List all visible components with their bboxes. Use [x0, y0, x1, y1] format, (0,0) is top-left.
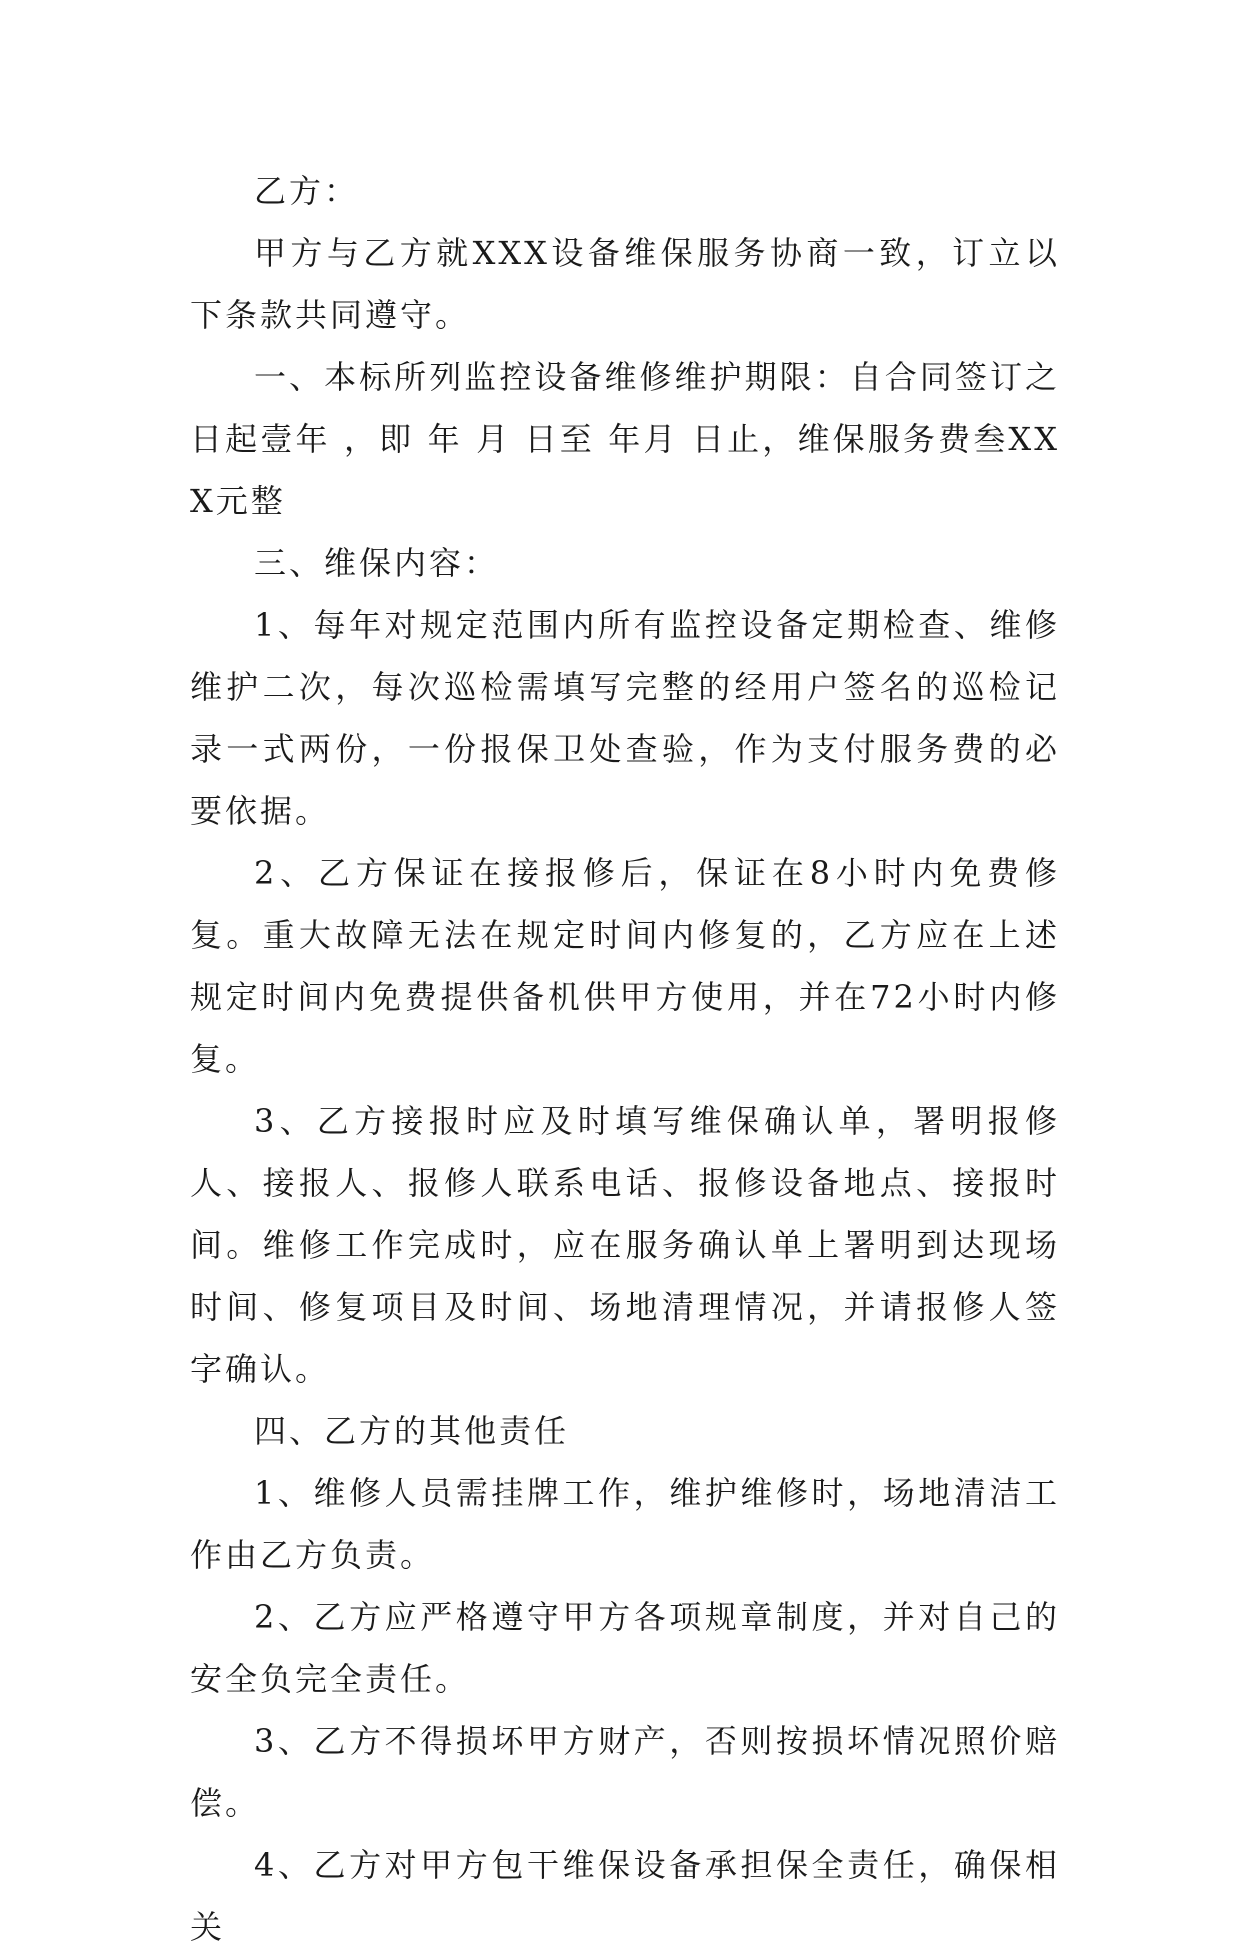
paragraph-item-3: 3、乙方接报时应及时填写维保确认单，署明报修人、接报人、报修人联系电话、报修设备地点、接报时间。维修工作完成时，应在服务确认单上署明到达现场时间、修复项目及时间、场地清理情况，并请报修人签字确认。 — [190, 1102, 1060, 1388]
paragraph-item-1: 1、每年对规定范围内所有监控设备定期检查、维修维护二次，每次巡检需填写完整的经用户签名的巡检记录一式两份，一份报保卫处查验，作为支付服务费的必要依据。 — [190, 606, 1060, 830]
paragraph-item-2: 2、乙方保证在接报修后，保证在8小时内免费修复。重大故障无法在规定时间内修复的，乙方应在上述规定时间内免费提供备机供甲方使用，并在72小时内修复。 — [190, 854, 1060, 1078]
paragraph-intro: 甲方与乙方就XXX设备维保服务协商一致，订立以下条款共同遵守。 — [190, 234, 1060, 334]
paragraph-responsibility-4: 4、乙方对甲方包干维保设备承担保全责任，确保相关 — [190, 1846, 1060, 1946]
paragraph-party-b: 乙方： — [254, 172, 360, 210]
section-heading-other-responsibilities: 四、乙方的其他责任 — [254, 1412, 570, 1450]
paragraph-responsibility-1: 1、维修人员需挂牌工作，维护维修时，场地清洁工作由乙方负责。 — [190, 1474, 1060, 1574]
paragraph-responsibility-2: 2、乙方应严格遵守甲方各项规章制度，并对自己的安全负完全责任。 — [190, 1598, 1060, 1698]
section-heading-maintenance-content: 三、维保内容： — [254, 544, 500, 582]
paragraph-responsibility-3: 3、乙方不得损坏甲方财产，否则按损坏情况照价赔偿。 — [190, 1722, 1060, 1822]
document-body — [190, 160, 1060, 1958]
paragraph-term: 一、本标所列监控设备维修维护期限：自合同签订之日起壹年 ，即 年 月 日至 年月 日止，维保服务费叁XXX元整 — [190, 358, 1060, 520]
